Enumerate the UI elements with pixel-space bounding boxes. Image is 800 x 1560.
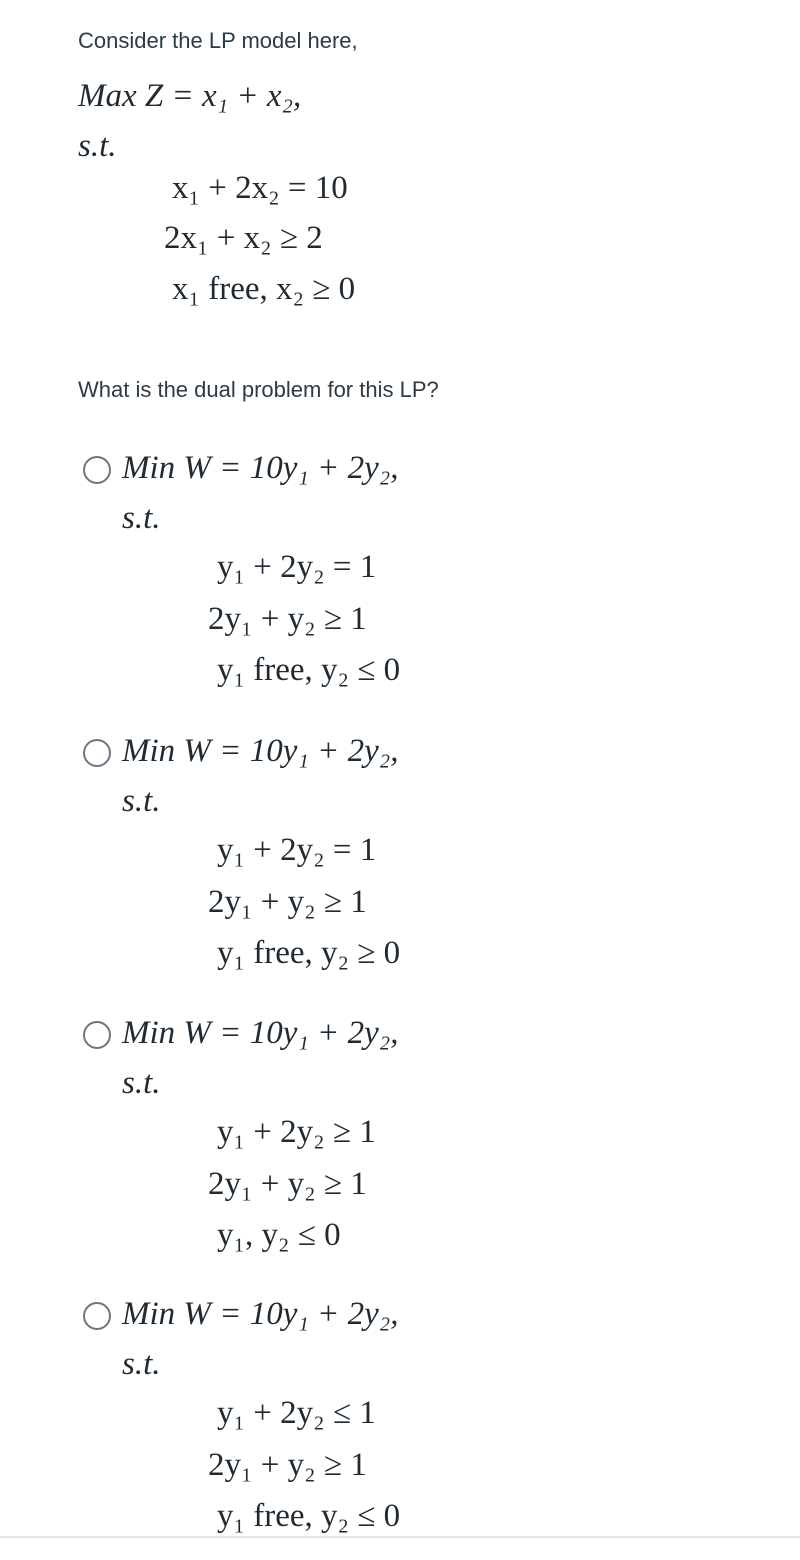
radio-button[interactable] — [83, 1302, 111, 1330]
question-text: What is the dual problem for this LP? — [78, 377, 439, 402]
answer-option-1[interactable] — [0, 444, 800, 714]
option-subject-to: s.t. — [122, 783, 161, 819]
radio-button[interactable] — [83, 456, 111, 484]
primal-objective-rhs: = x₁ + x₂, — [171, 78, 302, 114]
option-constraint-1: y₁ + 2y₂ = 1 — [217, 549, 377, 585]
option-constraint-2: 2y₁ + y₂ ≥ 1 — [208, 601, 367, 637]
option-objective — [122, 1017, 398, 1050]
answer-option-3[interactable] — [0, 1009, 800, 1279]
answer-option-2[interactable] — [0, 727, 800, 997]
option-constraint-1: y₁ + 2y₂ ≤ 1 — [217, 1395, 376, 1431]
intro-text: Consider the LP model here, — [78, 28, 358, 53]
primal-max-label: Max — [78, 78, 137, 114]
option-constraint-3: y₁ free, y₂ ≥ 0 — [217, 935, 401, 971]
answer-option-4[interactable] — [0, 1290, 800, 1560]
option-min-label: Min — [122, 1296, 176, 1332]
option-w-label: W — [183, 1015, 211, 1051]
option-subject-to: s.t. — [122, 1065, 161, 1101]
primal-subject-to: s.t. — [78, 128, 117, 164]
option-objective-rhs: = 10y₁ + 2y₂, — [219, 450, 399, 486]
option-constraint-2: 2y₁ + y₂ ≥ 1 — [208, 1166, 367, 1202]
radio-button[interactable] — [83, 1021, 111, 1049]
option-objective-rhs: = 10y₁ + 2y₂, — [219, 1296, 399, 1332]
option-w-label: W — [183, 450, 211, 486]
option-objective — [122, 735, 398, 768]
option-objective-rhs: = 10y₁ + 2y₂, — [219, 1015, 399, 1051]
option-min-label: Min — [122, 1015, 176, 1051]
option-min-label: Min — [122, 450, 176, 486]
primal-constraint-1: x₁ + 2x₂ = 10 — [172, 170, 348, 206]
radio-button[interactable] — [83, 739, 111, 767]
option-subject-to: s.t. — [122, 500, 161, 536]
option-constraint-2: 2y₁ + y₂ ≥ 1 — [208, 884, 367, 920]
primal-objective — [78, 80, 301, 113]
option-objective-rhs: = 10y₁ + 2y₂, — [219, 733, 399, 769]
option-constraint-3: y₁, y₂ ≤ 0 — [217, 1217, 341, 1253]
primal-constraint-2: 2x₁ + x₂ ≥ 2 — [164, 220, 323, 256]
option-min-label: Min — [122, 733, 176, 769]
primal-constraint-3: x₁ free, x₂ ≥ 0 — [172, 271, 356, 307]
option-constraint-3: y₁ free, y₂ ≤ 0 — [217, 652, 401, 688]
option-constraint-1: y₁ + 2y₂ = 1 — [217, 832, 377, 868]
option-w-label: W — [183, 1296, 211, 1332]
option-objective — [122, 452, 398, 485]
option-constraint-3: y₁ free, y₂ ≤ 0 — [217, 1498, 401, 1534]
option-subject-to: s.t. — [122, 1346, 161, 1382]
option-constraint-1: y₁ + 2y₂ ≥ 1 — [217, 1114, 376, 1150]
option-constraint-2: 2y₁ + y₂ ≥ 1 — [208, 1447, 367, 1483]
option-w-label: W — [183, 733, 211, 769]
primal-z-label: Z — [144, 78, 164, 114]
option-objective — [122, 1298, 398, 1331]
